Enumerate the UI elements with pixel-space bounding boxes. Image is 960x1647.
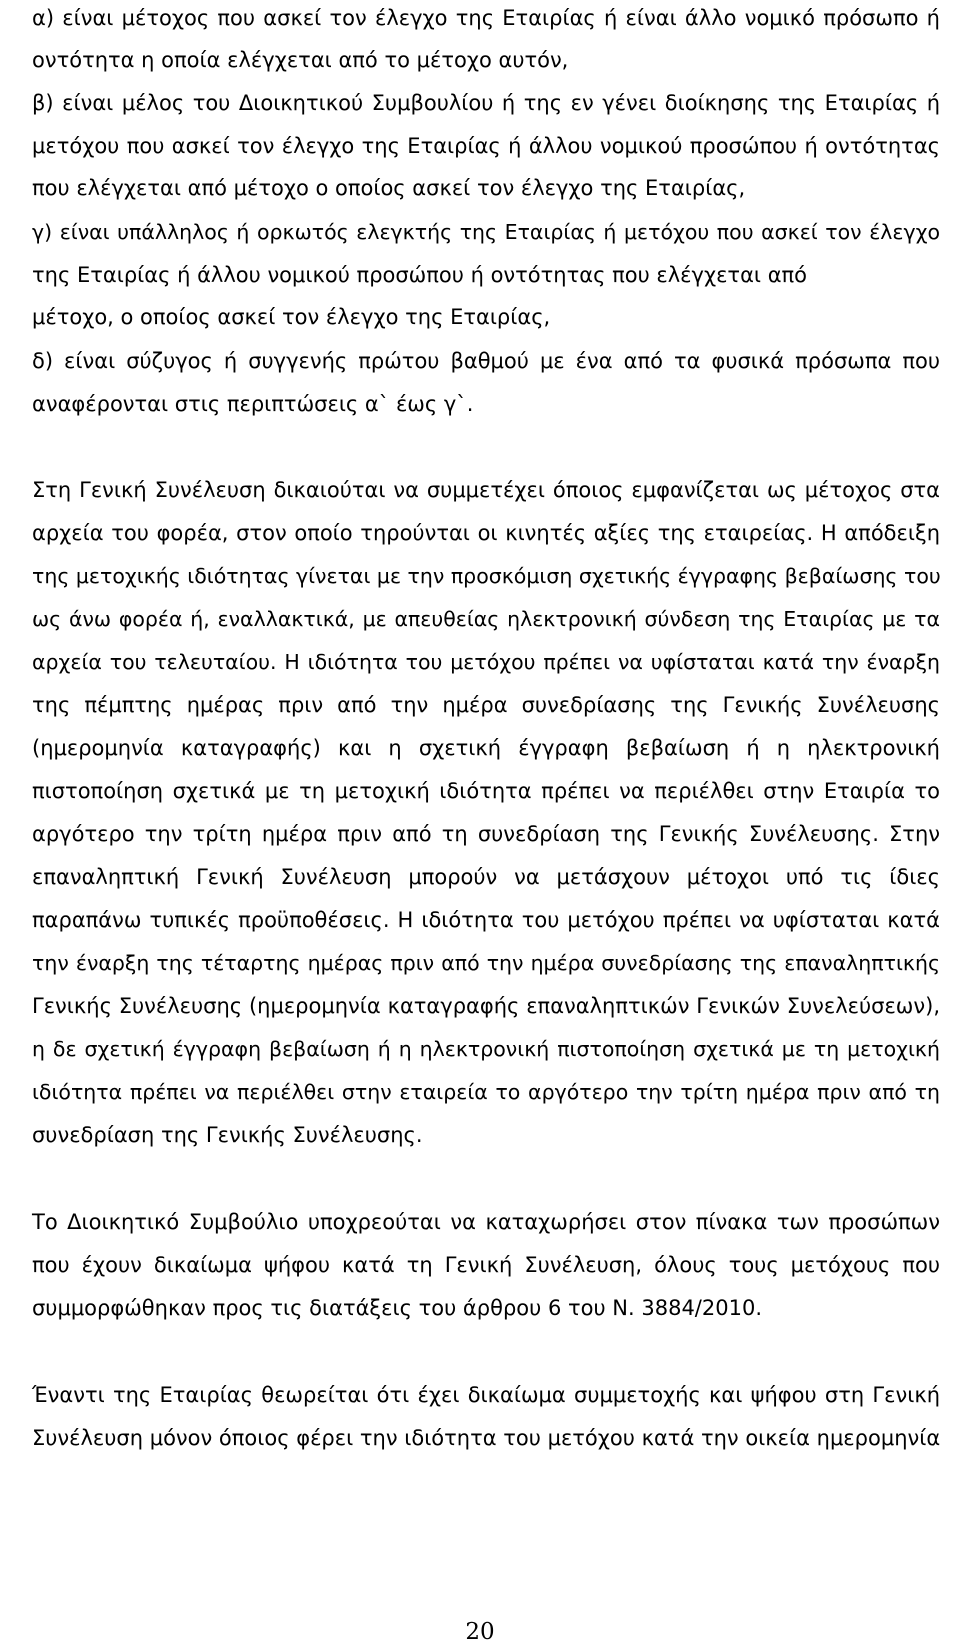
paragraph-general-meeting-line-15: ιδιότητα πρέπει να περιέλθει στην εταιρεία το αργότερο την τρίτη ημέρα πριν από τη [32, 1080, 940, 1104]
list-item-b-line-1: β) είναι μέλος του Διοικητικού Συμβουλίου ή της εν γένει διοίκησης της Εταιρίας ή [32, 91, 940, 115]
paragraph-general-meeting-line-8: πιστοποίηση σχετικά με τη μετοχική ιδιότητα πρέπει να περιέλθει στην Εταιρία το [32, 779, 940, 803]
paragraph-general-meeting-line-1: Στη Γενική Συνέλευση δικαιούται να συμμετέχει όποιος εμφανίζεται ως μέτοχος στα [32, 478, 940, 502]
paragraph-general-meeting-line-14: η δε σχετική έγγραφη βεβαίωση ή η ηλεκτρονική πιστοποίηση σχετικά με τη μετοχική [32, 1037, 940, 1061]
paragraph-general-meeting-line-7: (ημερομηνία καταγραφής) και η σχετική έγγραφη βεβαίωση ή η ηλεκτρονική [32, 736, 940, 760]
paragraph-general-meeting-line-11: παραπάνω τυπικές προϋποθέσεις. Η ιδιότητα του μετόχου πρέπει να υφίσταται κατά [32, 908, 940, 932]
list-item-b-line-2: μετόχου που ασκεί τον έλεγχο της Εταιρίας ή άλλου νομικού προσώπου ή οντότητας [32, 134, 940, 158]
paragraph-general-meeting-line-4: ως άνω φορέα ή, εναλλακτικά, με απευθείας ηλεκτρονική σύνδεση της Εταιρίας με τα [32, 607, 940, 631]
list-item-a-line-2: οντότητα η οποία ελέγχεται από το μέτοχο αυτόν, [32, 48, 569, 72]
paragraph-rights-line-2: Συνέλευση μόνον όποιος φέρει την ιδιότητα του μετόχου κατά την οικεία ημερομηνία [32, 1426, 941, 1450]
list-item-b-line-3: που ελέγχεται από μέτοχο ο οποίος ασκεί τον έλεγχο της Εταιρίας, [32, 176, 746, 200]
paragraph-general-meeting-line-10: επαναληπτική Γενική Συνέλευση μπορούν να μετάσχουν μέτοχοι υπό τις ίδιες [32, 865, 940, 889]
list-item-d-line-1: δ) είναι σύζυγος ή συγγενής πρώτου βαθμού με ένα από τα φυσικά πρόσωπα που [32, 349, 940, 373]
list-item-d-line-2: αναφέρονται στις περιπτώσεις α` έως γ`. [32, 392, 474, 416]
list-item-c-line-1: γ) είναι υπάλληλος ή ορκωτός ελεγκτής της Εταιρίας ή μετόχου που ασκεί τον έλεγχο [32, 220, 940, 244]
paragraph-board-line-2: που έχουν δικαίωμα ψήφου κατά τη Γενική Συνέλευση, όλους τους μετόχους που [32, 1253, 940, 1277]
paragraph-board-line-3: συμμορφώθηκαν προς τις διατάξεις του άρθρου 6 του Ν. 3884/2010. [32, 1296, 762, 1320]
paragraph-general-meeting-line-9: αργότερο την τρίτη ημέρα πριν από τη συνεδρίαση της Γενικής Συνέλευσης. Στην [32, 822, 940, 846]
list-item-c-line-3: μέτοχο, ο οποίος ασκεί τον έλεγχο της Εταιρίας, [32, 305, 551, 329]
paragraph-general-meeting-line-12: την έναρξη της τέταρτης ημέρας πριν από την ημέρα συνεδρίασης της επαναληπτικής [32, 951, 940, 975]
list-item-a-line-1: α) είναι μέτοχος που ασκεί τον έλεγχο της Εταιρίας ή είναι άλλο νομικό πρόσωπο ή [32, 6, 940, 30]
paragraph-general-meeting-line-2: αρχεία του φορέα, στον οποίο τηρούνται οι κινητές αξίες της εταιρείας. Η απόδειξη [32, 521, 940, 545]
paragraph-general-meeting-line-5: αρχεία του τελευταίου. Η ιδιότητα του μετόχου πρέπει να υφίσταται κατά την έναρξη [32, 650, 940, 674]
paragraph-general-meeting-line-6: της πέμπτης ημέρας πριν από την ημέρα συνεδρίασης της Γενικής Συνέλευσης [32, 693, 940, 717]
paragraph-board-line-1: Το Διοικητικό Συμβούλιο υποχρεούται να καταχωρήσει στον πίνακα των προσώπων [32, 1210, 940, 1234]
list-item-c-line-2: της Εταιρίας ή άλλου νομικού προσώπου ή οντότητας που ελέγχεται από [32, 263, 808, 287]
page-number: 20 [465, 1619, 495, 1645]
paragraph-rights-line-1: Έναντι της Εταιρίας θεωρείται ότι έχει δικαίωμα συμμετοχής και ψήφου στη Γενική [32, 1383, 940, 1407]
paragraph-general-meeting-line-3: της μετοχικής ιδιότητας γίνεται με την προσκόμιση σχετικής έγγραφης βεβαίωσης του [32, 564, 941, 588]
paragraph-general-meeting-line-16: συνεδρίαση της Γενικής Συνέλευσης. [32, 1123, 423, 1147]
paragraph-general-meeting-line-13: Γενικής Συνέλευσης (ημερομηνία καταγραφής επαναληπτικών Γενικών Συνελεύσεων), [32, 994, 940, 1018]
